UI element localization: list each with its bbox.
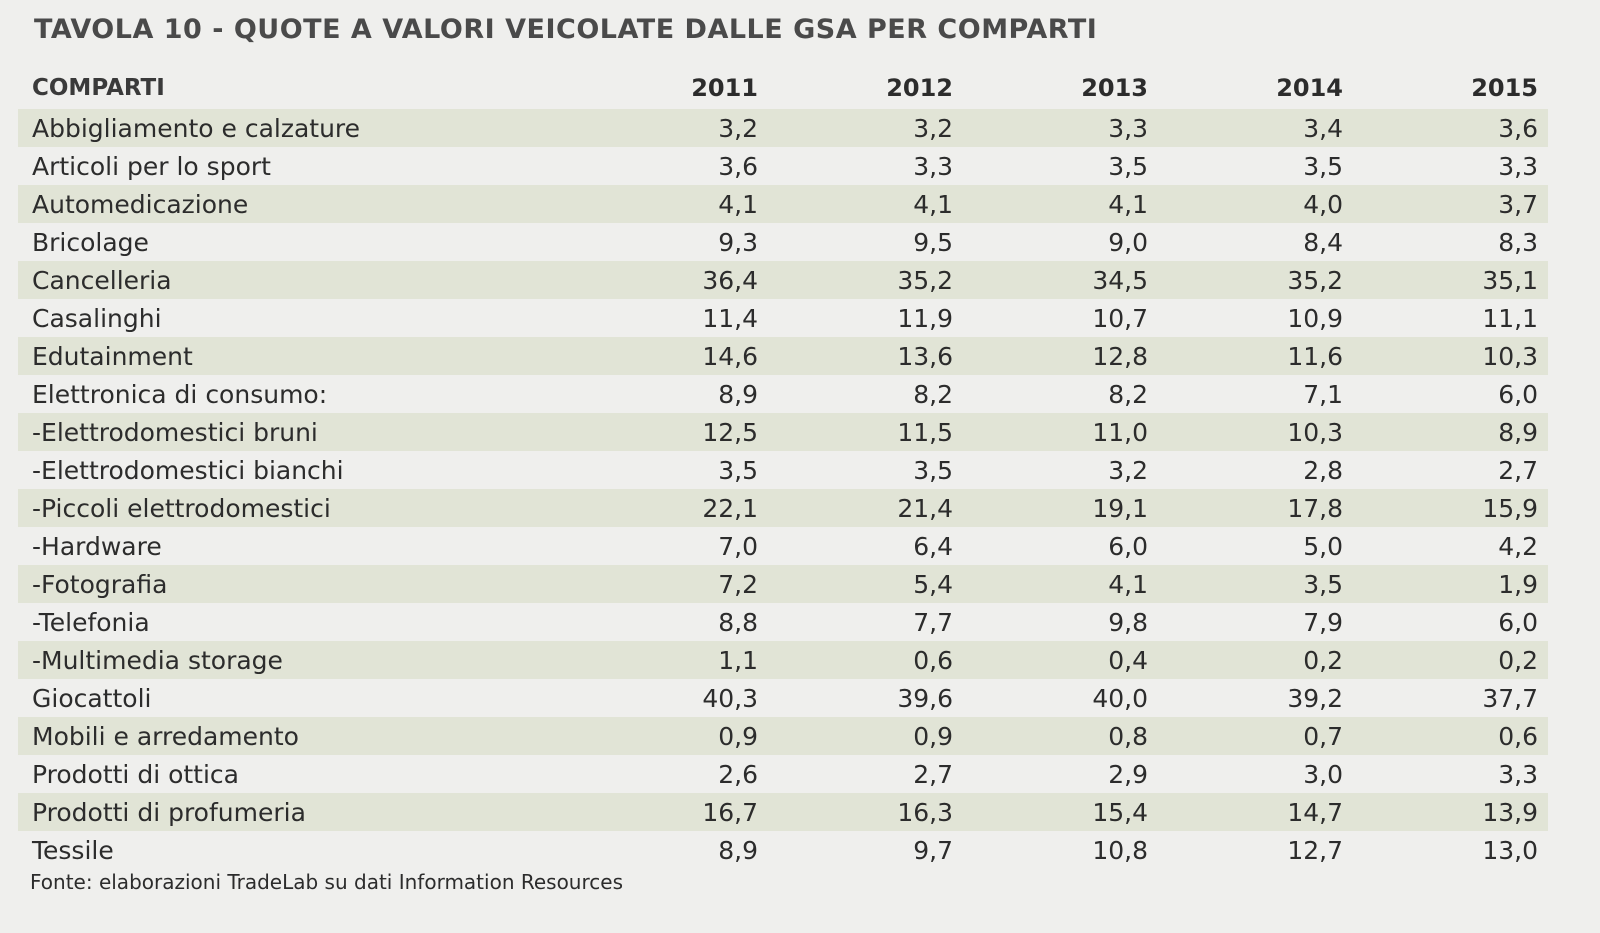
- value-cell-2013: 9,0: [1108, 227, 1148, 257]
- value-cell-2015: 37,7: [1482, 683, 1538, 713]
- row-label: Bricolage: [32, 227, 149, 257]
- table-row: [18, 565, 1548, 603]
- value-cell-2014: 5,0: [1303, 531, 1343, 561]
- header-year-2014: 2014: [1276, 74, 1343, 102]
- table-row: [18, 489, 1548, 527]
- row-label: Elettronica di consumo:: [32, 379, 328, 409]
- value-cell-2013: 11,0: [1092, 417, 1148, 447]
- value-cell-2011: 12,5: [702, 417, 758, 447]
- value-cell-2015: 3,3: [1498, 151, 1538, 181]
- value-cell-2014: 0,2: [1303, 645, 1343, 675]
- value-cell-2013: 4,1: [1108, 569, 1148, 599]
- value-cell-2011: 11,4: [702, 303, 758, 333]
- value-cell-2012: 3,3: [913, 151, 953, 181]
- table-row: [18, 755, 1548, 793]
- table-body: [18, 109, 1548, 869]
- value-cell-2011: 8,8: [718, 607, 758, 637]
- value-cell-2014: 2,8: [1303, 455, 1343, 485]
- value-cell-2015: 3,7: [1498, 189, 1538, 219]
- value-cell-2014: 11,6: [1287, 341, 1343, 371]
- table-row: [18, 299, 1548, 337]
- value-cell-2015: 4,2: [1498, 531, 1538, 561]
- value-cell-2015: 2,7: [1498, 455, 1538, 485]
- value-cell-2012: 4,1: [913, 189, 953, 219]
- value-cell-2011: 0,9: [718, 721, 758, 751]
- value-cell-2013: 10,8: [1092, 835, 1148, 865]
- value-cell-2015: 6,0: [1498, 607, 1538, 637]
- row-label: Mobili e arredamento: [32, 721, 299, 751]
- table-row: [18, 261, 1548, 299]
- value-cell-2014: 0,7: [1303, 721, 1343, 751]
- value-cell-2015: 13,0: [1482, 835, 1538, 865]
- value-cell-2014: 3,5: [1303, 151, 1343, 181]
- value-cell-2011: 36,4: [702, 265, 758, 295]
- value-cell-2012: 13,6: [897, 341, 953, 371]
- value-cell-2011: 1,1: [718, 645, 758, 675]
- value-cell-2014: 7,1: [1303, 379, 1343, 409]
- value-cell-2011: 2,6: [718, 759, 758, 789]
- value-cell-2012: 5,4: [913, 569, 953, 599]
- value-cell-2012: 11,5: [897, 417, 953, 447]
- row-label: Casalinghi: [32, 303, 162, 333]
- row-label: Tessile: [32, 835, 114, 865]
- header-year-2013: 2013: [1081, 74, 1148, 102]
- row-label: -Elettrodomestici bianchi: [32, 455, 344, 485]
- value-cell-2015: 8,9: [1498, 417, 1538, 447]
- table-title: TAVOLA 10 - QUOTE A VALORI VEICOLATE DALLE GSA PER COMPARTI: [34, 14, 1098, 45]
- value-cell-2013: 0,8: [1108, 721, 1148, 751]
- value-cell-2013: 12,8: [1092, 341, 1148, 371]
- value-cell-2011: 40,3: [702, 683, 758, 713]
- value-cell-2013: 19,1: [1092, 493, 1148, 523]
- value-cell-2011: 9,3: [718, 227, 758, 257]
- table-row: [18, 147, 1548, 185]
- header-label-comparti: COMPARTI: [32, 75, 165, 101]
- value-cell-2013: 15,4: [1092, 797, 1148, 827]
- value-cell-2014: 14,7: [1287, 797, 1343, 827]
- value-cell-2014: 4,0: [1303, 189, 1343, 219]
- value-cell-2012: 3,5: [913, 455, 953, 485]
- value-cell-2011: 22,1: [702, 493, 758, 523]
- row-label: Abbigliamento e calzature: [32, 113, 361, 143]
- value-cell-2012: 11,9: [897, 303, 953, 333]
- row-label: Prodotti di ottica: [32, 759, 239, 789]
- table-row: [18, 109, 1548, 147]
- value-cell-2015: 0,2: [1498, 645, 1538, 675]
- value-cell-2015: 13,9: [1482, 797, 1538, 827]
- value-cell-2012: 6,4: [913, 531, 953, 561]
- value-cell-2012: 21,4: [897, 493, 953, 523]
- row-label: -Fotografia: [32, 569, 168, 599]
- value-cell-2013: 0,4: [1108, 645, 1148, 675]
- value-cell-2011: 8,9: [718, 379, 758, 409]
- value-cell-2014: 17,8: [1287, 493, 1343, 523]
- value-cell-2015: 0,6: [1498, 721, 1538, 751]
- value-cell-2013: 3,2: [1108, 455, 1148, 485]
- value-cell-2013: 4,1: [1108, 189, 1148, 219]
- table-row: [18, 603, 1548, 641]
- value-cell-2013: 40,0: [1092, 683, 1148, 713]
- table-row: [18, 451, 1548, 489]
- value-cell-2014: 39,2: [1287, 683, 1343, 713]
- value-cell-2013: 10,7: [1092, 303, 1148, 333]
- source-note: Fonte: elaborazioni TradeLab su dati Information Resources: [30, 870, 623, 894]
- value-cell-2013: 3,3: [1108, 113, 1148, 143]
- row-label: -Hardware: [32, 531, 162, 561]
- value-cell-2013: 6,0: [1108, 531, 1148, 561]
- table-row: [18, 185, 1548, 223]
- value-cell-2013: 2,9: [1108, 759, 1148, 789]
- value-cell-2012: 39,6: [897, 683, 953, 713]
- row-label: Articoli per lo sport: [32, 151, 271, 181]
- value-cell-2012: 7,7: [913, 607, 953, 637]
- table-row: [18, 527, 1548, 565]
- value-cell-2012: 0,6: [913, 645, 953, 675]
- value-cell-2011: 8,9: [718, 835, 758, 865]
- table-row: [18, 831, 1548, 869]
- header-year-2015: 2015: [1471, 74, 1538, 102]
- table-row: [18, 679, 1548, 717]
- value-cell-2015: 15,9: [1482, 493, 1538, 523]
- table-row: [18, 413, 1548, 451]
- value-cell-2015: 8,3: [1498, 227, 1538, 257]
- value-cell-2014: 3,4: [1303, 113, 1343, 143]
- table-row: [18, 375, 1548, 413]
- value-cell-2015: 1,9: [1498, 569, 1538, 599]
- value-cell-2011: 4,1: [718, 189, 758, 219]
- value-cell-2011: 7,0: [718, 531, 758, 561]
- value-cell-2011: 14,6: [702, 341, 758, 371]
- value-cell-2012: 16,3: [897, 797, 953, 827]
- table-header-row: [18, 67, 1548, 109]
- table-row: [18, 717, 1548, 755]
- value-cell-2011: 3,5: [718, 455, 758, 485]
- value-cell-2013: 9,8: [1108, 607, 1148, 637]
- value-cell-2012: 3,2: [913, 113, 953, 143]
- row-label: Prodotti di profumeria: [32, 797, 306, 827]
- value-cell-2012: 35,2: [897, 265, 953, 295]
- row-label: Automedicazione: [32, 189, 249, 219]
- table-row: [18, 337, 1548, 375]
- row-label: -Telefonia: [32, 607, 150, 637]
- value-cell-2011: 3,2: [718, 113, 758, 143]
- value-cell-2014: 7,9: [1303, 607, 1343, 637]
- value-cell-2013: 8,2: [1108, 379, 1148, 409]
- row-label: Giocattoli: [32, 683, 152, 713]
- value-cell-2011: 7,2: [718, 569, 758, 599]
- value-cell-2012: 9,7: [913, 835, 953, 865]
- header-year-2012: 2012: [886, 74, 953, 102]
- value-cell-2015: 35,1: [1482, 265, 1538, 295]
- table-row: [18, 793, 1548, 831]
- value-cell-2013: 34,5: [1092, 265, 1148, 295]
- value-cell-2013: 3,5: [1108, 151, 1148, 181]
- value-cell-2015: 10,3: [1482, 341, 1538, 371]
- value-cell-2014: 12,7: [1287, 835, 1343, 865]
- table-row: [18, 223, 1548, 261]
- value-cell-2012: 0,9: [913, 721, 953, 751]
- row-label: -Elettrodomestici bruni: [32, 417, 318, 447]
- value-cell-2015: 3,3: [1498, 759, 1538, 789]
- value-cell-2012: 2,7: [913, 759, 953, 789]
- value-cell-2014: 35,2: [1287, 265, 1343, 295]
- row-label: -Multimedia storage: [32, 645, 283, 675]
- value-cell-2011: 16,7: [702, 797, 758, 827]
- value-cell-2014: 10,3: [1287, 417, 1343, 447]
- row-label: -Piccoli elettrodomestici: [32, 493, 331, 523]
- value-cell-2012: 8,2: [913, 379, 953, 409]
- value-cell-2015: 11,1: [1482, 303, 1538, 333]
- value-cell-2012: 9,5: [913, 227, 953, 257]
- value-cell-2011: 3,6: [718, 151, 758, 181]
- row-label: Cancelleria: [32, 265, 172, 295]
- header-year-2011: 2011: [691, 74, 758, 102]
- value-cell-2015: 6,0: [1498, 379, 1538, 409]
- value-cell-2014: 8,4: [1303, 227, 1343, 257]
- value-cell-2014: 3,5: [1303, 569, 1343, 599]
- data-table: [18, 67, 1548, 869]
- row-label: Edutainment: [32, 341, 193, 371]
- value-cell-2015: 3,6: [1498, 113, 1538, 143]
- value-cell-2014: 3,0: [1303, 759, 1343, 789]
- table-row: [18, 641, 1548, 679]
- value-cell-2014: 10,9: [1287, 303, 1343, 333]
